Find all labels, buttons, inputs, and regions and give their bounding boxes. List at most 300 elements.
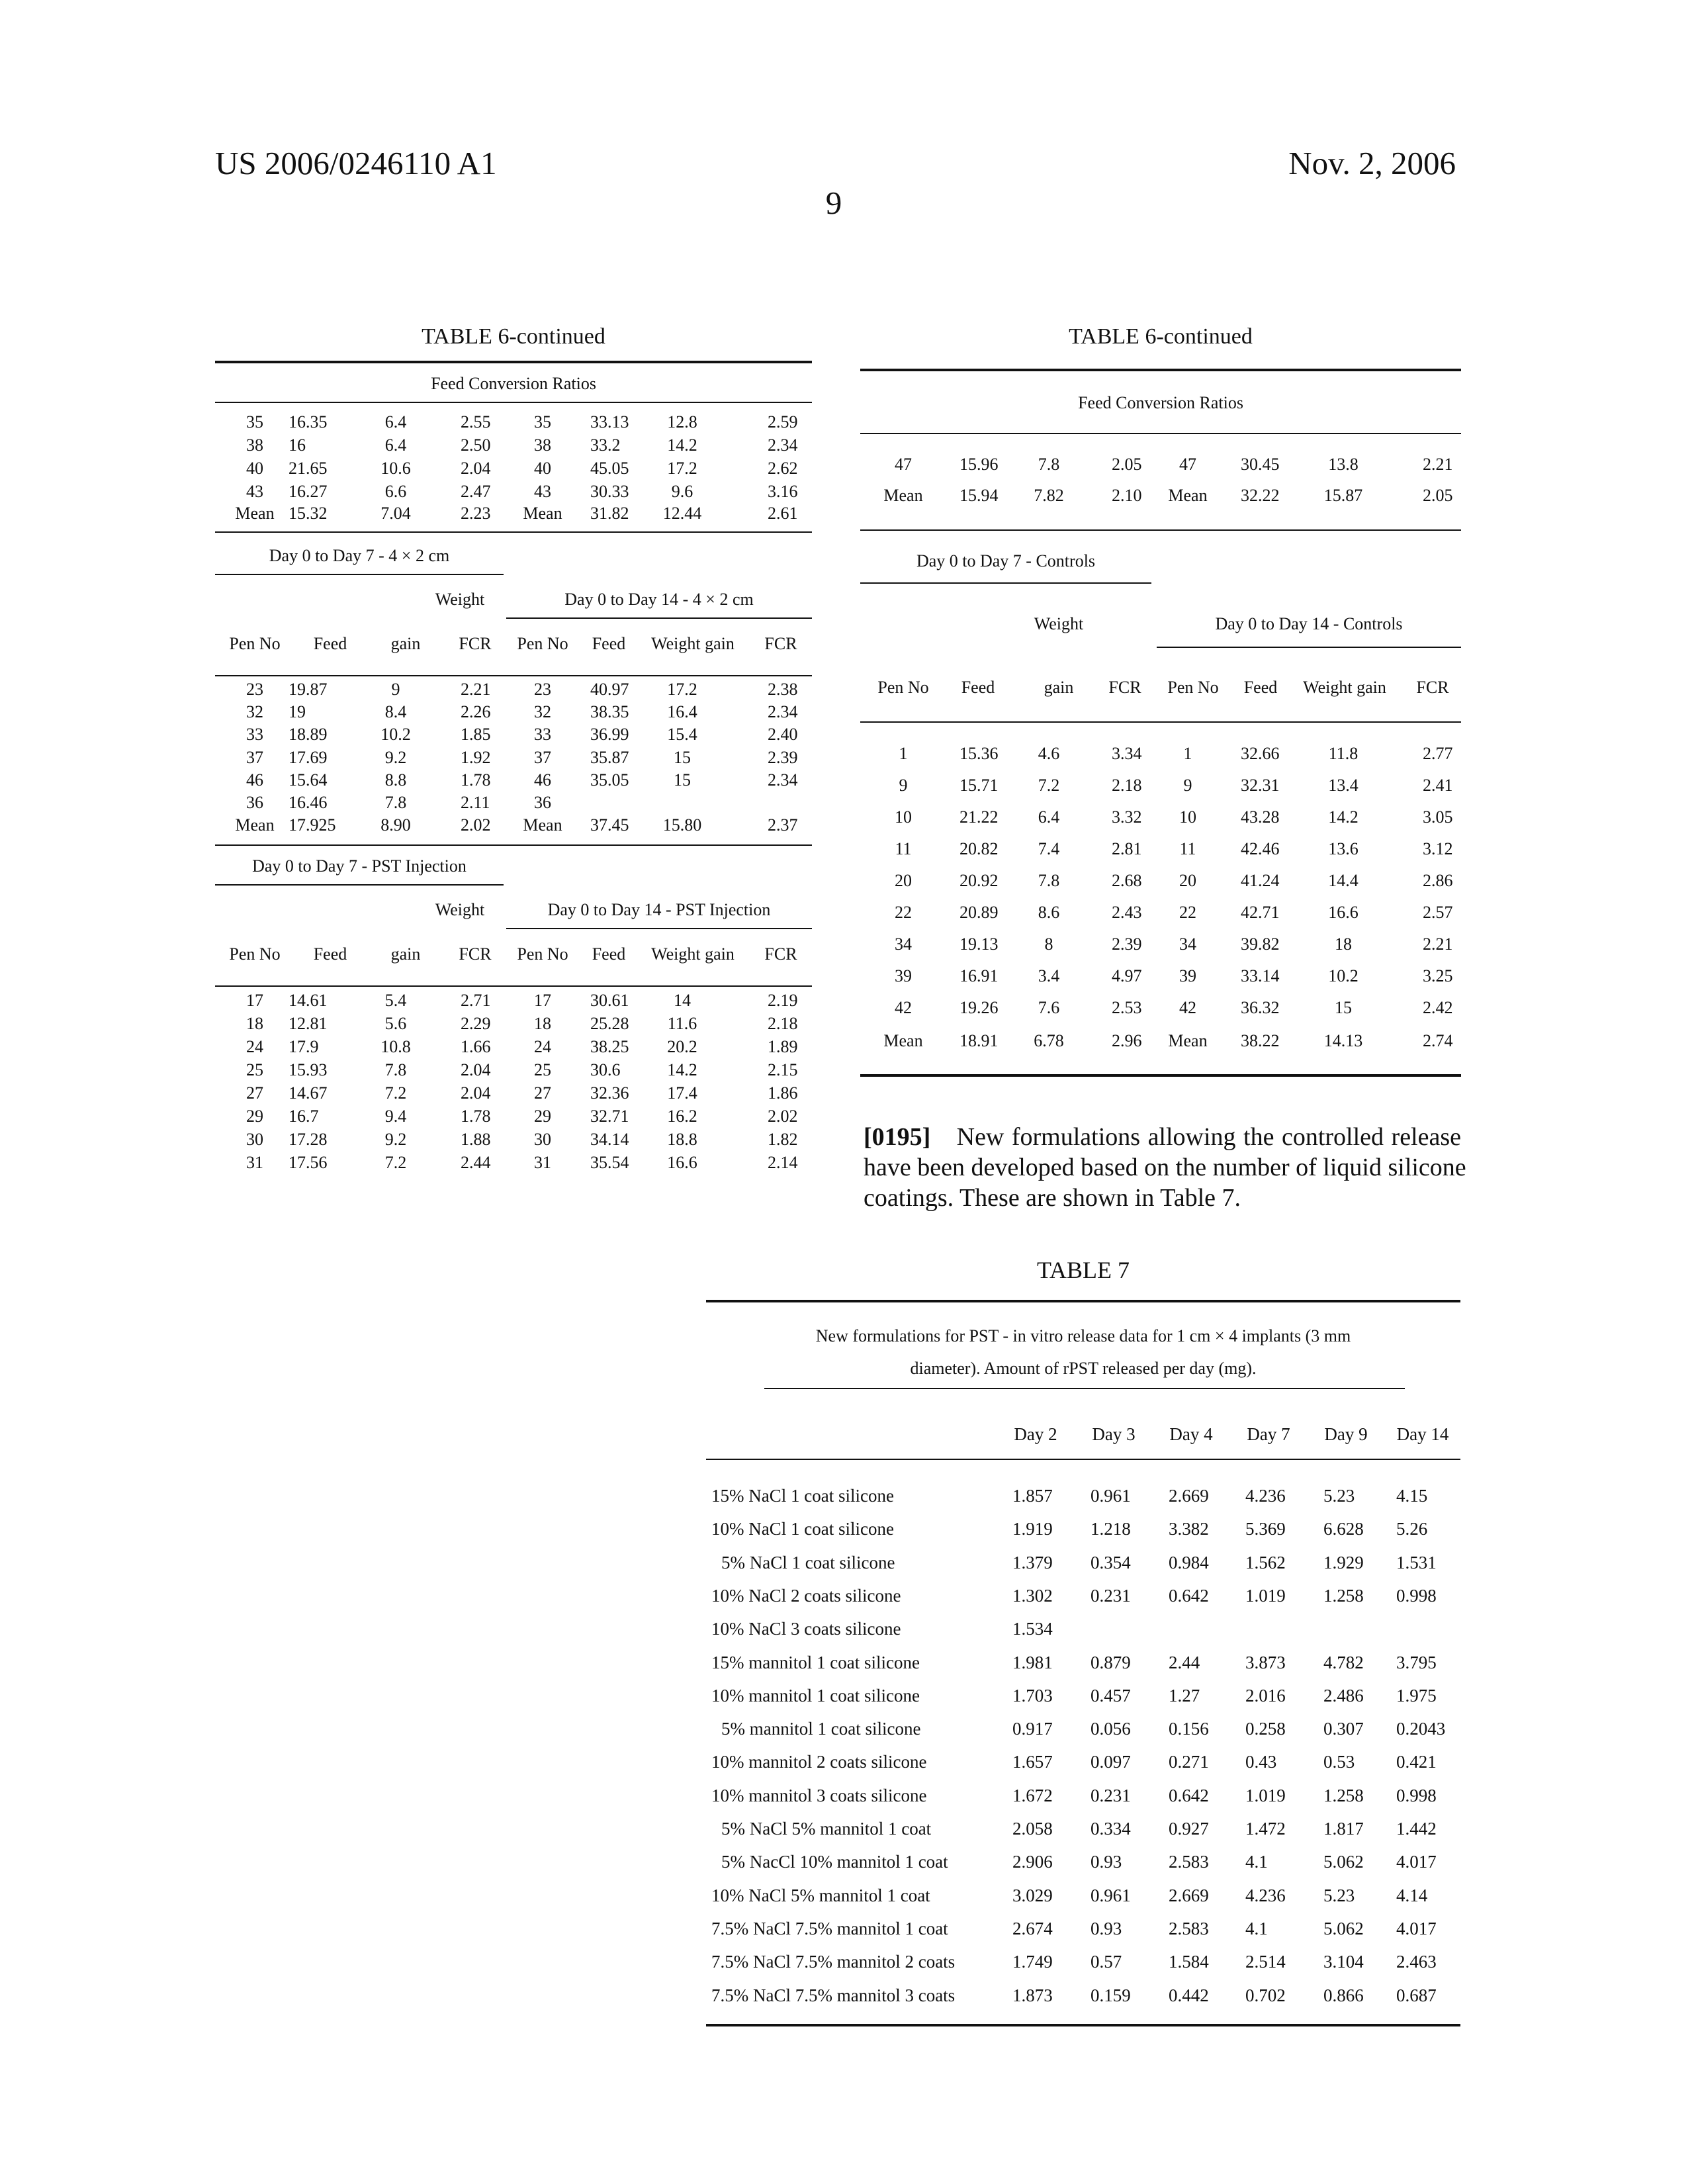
caption-rule	[764, 1388, 1405, 1389]
header-rule	[215, 675, 812, 676]
table-cell: 2.40	[768, 725, 798, 745]
table-cell: 15.96	[959, 455, 999, 475]
table-cell: 1.78	[461, 1107, 491, 1126]
table-cell: 21.22	[959, 807, 999, 827]
section-label-rule	[215, 574, 504, 575]
table-cell: 0.57	[1091, 1952, 1122, 1972]
table-cell: 2.04	[461, 1083, 491, 1103]
section-label-day7: Day 0 to Day 7 - Controls	[860, 551, 1151, 571]
table-cell: 19.13	[959, 934, 999, 954]
paragraph-line	[864, 1122, 1461, 1152]
section-label-day14: Day 0 to Day 14 - Controls	[1157, 614, 1461, 634]
table-cell: 35.87	[590, 748, 629, 768]
caption-rule	[860, 433, 1461, 434]
table-top-rule	[860, 369, 1461, 371]
table-cell: 2.55	[461, 412, 491, 432]
table-cell: 2.44	[461, 1153, 491, 1173]
table-cell: 1.534	[1012, 1619, 1053, 1639]
table-cell: 2.57	[1423, 903, 1453, 923]
table-cell: 5.6	[296, 1014, 495, 1034]
table-cell: 35.54	[590, 1153, 629, 1173]
table-caption: New formulations for PST - in vitro release data for 1 cm × 4 implants (3 mm	[706, 1326, 1460, 1346]
table-cell: 1.817	[1323, 1819, 1364, 1839]
table-cell: 1.89	[768, 1037, 798, 1057]
table-cell: 5.23	[1323, 1886, 1355, 1906]
table-caption: Feed Conversion Ratios	[860, 393, 1461, 413]
table-cell: 0.442	[1169, 1985, 1209, 2006]
table-cell: 2.38	[768, 680, 798, 700]
table-cell: 14.2	[583, 1060, 781, 1080]
section-rule	[860, 529, 1461, 531]
row-label: 7.5% NaCl 7.5% mannitol 1 coat	[711, 1919, 948, 1939]
column-header: gain	[306, 634, 505, 654]
table-cell: 1.703	[1012, 1686, 1053, 1706]
table-cell: 1.88	[461, 1130, 491, 1150]
table-title: TABLE 7	[706, 1256, 1460, 1284]
table-cell: 4.15	[1396, 1486, 1427, 1506]
section-label-rule	[506, 928, 812, 929]
table-cell: 2.42	[1423, 998, 1453, 1018]
table-cell: 20.82	[959, 839, 999, 859]
table-cell: 24	[156, 1037, 354, 1057]
table-cell: 2.81	[1112, 839, 1142, 859]
table-cell: 46	[156, 770, 354, 790]
table-cell: 2.05	[1423, 486, 1453, 506]
header-rule	[215, 985, 812, 987]
table-cell: 18	[156, 1014, 354, 1034]
table-cell: 17.56	[289, 1153, 328, 1173]
table-cell: 31	[156, 1153, 354, 1173]
table-cell: 9.2	[296, 748, 495, 768]
table-cell: 9	[1089, 776, 1287, 796]
table-cell: 12.8	[583, 412, 781, 432]
table-cell: 38.35	[590, 702, 629, 722]
table-cell: 15.36	[959, 744, 999, 764]
table-cell: 2.19	[768, 991, 798, 1011]
table-cell: 6.6	[296, 482, 495, 502]
table-cell: 0.984	[1169, 1553, 1209, 1573]
table-cell: 0.702	[1245, 1985, 1286, 2006]
table-cell: 1.749	[1012, 1952, 1053, 1972]
table-cell: 2.669	[1169, 1886, 1209, 1906]
table-cell: 3.05	[1423, 807, 1453, 827]
table-cell: 0.927	[1169, 1819, 1209, 1839]
table-cell: 36	[156, 793, 354, 813]
table-cell: 17.2	[583, 680, 781, 700]
table-cell: 2.39	[1112, 934, 1142, 954]
table-cell: 22	[1089, 903, 1287, 923]
row-label: 5% NaCl 5% mannitol 1 coat	[721, 1819, 931, 1839]
table-cell: 18.8	[583, 1130, 781, 1150]
row-label: 10% NaCl 3 coats silicone	[711, 1619, 901, 1639]
table-cell: 7.8	[296, 793, 495, 813]
weight-label: Weight	[993, 614, 1125, 634]
paragraph-text: coatings. These are shown in Table 7.	[864, 1183, 1461, 1213]
table-cell: 2.53	[1112, 998, 1142, 1018]
table-cell: 0.097	[1091, 1752, 1131, 1772]
header-rule	[860, 721, 1461, 723]
table-cell: 1.873	[1012, 1985, 1053, 2006]
column-header: Day 14	[1323, 1424, 1522, 1445]
table-cell: 3.873	[1245, 1653, 1286, 1673]
table-cell: 2.11	[461, 793, 490, 813]
table-cell: 41.24	[1241, 871, 1280, 891]
table-cell: 2.04	[461, 1060, 491, 1080]
table-cell: 42.46	[1241, 839, 1280, 859]
section-label-day14: Day 0 to Day 14 - 4 × 2 cm	[506, 590, 812, 610]
table-cell: 16.91	[959, 966, 999, 986]
table-cell: 0.998	[1396, 1586, 1437, 1606]
table-cell: 0.156	[1169, 1719, 1209, 1739]
table-cell: 40	[443, 459, 642, 478]
table-cell: 15.4	[583, 725, 781, 745]
table-cell: 10.2	[1244, 966, 1443, 986]
table-cell: 25.28	[590, 1014, 629, 1034]
table-cell: 2.74	[1423, 1031, 1453, 1051]
caption-rule	[215, 402, 812, 403]
column-header: Weight gain	[594, 944, 792, 964]
table-cell: 9.2	[296, 1130, 495, 1150]
table-cell: 31.82	[590, 504, 629, 523]
table-cell: 16.6	[1244, 903, 1443, 923]
table-cell: Mean	[156, 504, 354, 523]
table-cell: 14.61	[289, 991, 328, 1011]
table-cell: 0.258	[1245, 1719, 1286, 1739]
table-cell: 1	[1089, 744, 1287, 764]
table-cell: 0.457	[1091, 1686, 1131, 1706]
table-cell: 0.642	[1169, 1586, 1209, 1606]
table-cell: 4.97	[1112, 966, 1142, 986]
column-header: gain	[959, 678, 1158, 698]
row-label: 5% mannitol 1 coat silicone	[721, 1719, 920, 1739]
table-cell: Mean	[804, 1031, 1003, 1051]
table-cell: 12.81	[289, 1014, 328, 1034]
section-label-rule	[215, 884, 504, 886]
table-cell: 36	[443, 793, 642, 813]
table-cell: 2.43	[1112, 903, 1142, 923]
table-bottom-rule	[860, 1074, 1461, 1077]
table-cell: Mean	[1089, 486, 1287, 506]
table-cell: 15	[583, 770, 781, 790]
table-cell: 8.90	[296, 815, 495, 835]
table-cell: 43.28	[1241, 807, 1280, 827]
table-cell: 20.2	[583, 1037, 781, 1057]
table-cell: 2.02	[768, 1107, 798, 1126]
table-cell: 2.37	[768, 815, 798, 835]
table-cell: 43	[156, 482, 354, 502]
table-cell: 0.334	[1091, 1819, 1131, 1839]
table-cell: 0.93	[1091, 1852, 1122, 1872]
table-cell: 37.45	[590, 815, 629, 835]
column-header: Pen No	[443, 944, 642, 964]
table-cell: 14	[583, 991, 781, 1011]
table-cell: 21.65	[289, 459, 328, 478]
table-cell: 13.6	[1244, 839, 1443, 859]
table-cell: 39	[804, 966, 1003, 986]
table-cell: 14.2	[1244, 807, 1443, 827]
table-cell: 2.10	[1112, 486, 1142, 506]
table-cell: 1.302	[1012, 1586, 1053, 1606]
table-cell: 2.669	[1169, 1486, 1209, 1506]
table-cell: 16	[289, 435, 306, 455]
row-label: 10% mannitol 2 coats silicone	[711, 1752, 926, 1772]
section-label-rule	[860, 582, 1151, 584]
table-cell: 4.6	[950, 744, 1148, 764]
table-caption: diameter). Amount of rPST released per day (mg).	[706, 1359, 1460, 1379]
table-cell: 2.44	[1169, 1653, 1200, 1673]
weight-label: Weight	[407, 590, 513, 610]
column-header: gain	[306, 944, 505, 964]
patent-number: US 2006/0246110 A1	[215, 144, 497, 182]
table-cell: 16.4	[583, 702, 781, 722]
table-cell: 20	[1089, 871, 1287, 891]
table-cell: 18.91	[959, 1031, 999, 1051]
paragraph-number: [0195]	[864, 1122, 930, 1152]
table-cell: 6.4	[296, 412, 495, 432]
table-cell: 7.2	[296, 1153, 495, 1173]
table-cell: 4.14	[1396, 1886, 1427, 1906]
table-top-rule	[706, 1300, 1460, 1302]
table-cell: 7.2	[950, 776, 1148, 796]
table-cell: 43	[443, 482, 642, 502]
table-cell: 2.674	[1012, 1919, 1053, 1939]
column-header: FCR	[1026, 678, 1224, 698]
table-cell: 23	[156, 680, 354, 700]
table-cell: 2.29	[461, 1014, 491, 1034]
table-cell: 3.382	[1169, 1519, 1209, 1539]
table-bottom-rule	[706, 2024, 1460, 2026]
table-cell: 2.04	[461, 459, 491, 478]
table-cell: 2.50	[461, 435, 491, 455]
row-label: 10% NaCl 5% mannitol 1 coat	[711, 1886, 930, 1906]
table-cell: 7.4	[950, 839, 1148, 859]
table-cell: 2.68	[1112, 871, 1142, 891]
table-cell: 40	[156, 459, 354, 478]
table-cell: 38.22	[1241, 1031, 1280, 1051]
table-cell: 0.961	[1091, 1486, 1131, 1506]
column-header: Feed	[1161, 678, 1360, 698]
table-cell: 17	[443, 991, 642, 1011]
table-cell: 2.058	[1012, 1819, 1053, 1839]
table-cell: 7.6	[950, 998, 1148, 1018]
column-header: Pen No	[804, 678, 1003, 698]
section-label-day7: Day 0 to Day 7 - 4 × 2 cm	[215, 546, 504, 566]
table-cell: 39	[1089, 966, 1287, 986]
table-cell: 0.53	[1323, 1752, 1355, 1772]
table-cell: 8.4	[296, 702, 495, 722]
table-cell: 1.672	[1012, 1786, 1053, 1806]
table-cell: 39.82	[1241, 934, 1280, 954]
table-cell: 17.28	[289, 1130, 328, 1150]
table-cell: 1.66	[461, 1037, 491, 1057]
table-cell: 1.92	[461, 748, 491, 768]
table-cell: 37	[156, 748, 354, 768]
table-cell: 3.34	[1112, 744, 1142, 764]
table-cell: 23	[443, 680, 642, 700]
table-cell: 2.02	[461, 815, 491, 835]
table-cell: 0.056	[1091, 1719, 1131, 1739]
table-cell: 1.27	[1169, 1686, 1200, 1706]
table-cell: 30	[156, 1130, 354, 1150]
table-cell: 34	[1089, 934, 1287, 954]
table-cell: 15.64	[289, 770, 328, 790]
table-cell: 20	[804, 871, 1003, 891]
table-cell: 2.96	[1112, 1031, 1142, 1051]
table-cell: 3.25	[1423, 966, 1453, 986]
publication-date: Nov. 2, 2006	[1288, 144, 1456, 182]
table-cell: 19.87	[289, 680, 328, 700]
table-cell: 2.15	[768, 1060, 798, 1080]
table-cell: 46	[443, 770, 642, 790]
table-cell: 4.236	[1245, 1486, 1286, 1506]
table-cell: 5.369	[1245, 1519, 1286, 1539]
table-cell: 38.25	[590, 1037, 629, 1057]
table-cell: 17.69	[289, 748, 328, 768]
table-cell: 4.017	[1396, 1852, 1437, 1872]
table-cell: 0.93	[1091, 1919, 1122, 1939]
table-cell: 15	[583, 748, 781, 768]
table-cell: 8.8	[296, 770, 495, 790]
table-cell: 2.34	[768, 435, 798, 455]
table-cell: 2.583	[1169, 1852, 1209, 1872]
column-header: Feed	[510, 634, 708, 654]
table-cell: 33	[156, 725, 354, 745]
table-cell: 2.21	[461, 680, 491, 700]
table-cell: 19	[289, 702, 306, 722]
table-cell: 1.657	[1012, 1752, 1053, 1772]
table-cell: 42	[1089, 998, 1287, 1018]
table-cell: 2.463	[1396, 1952, 1437, 1972]
table-cell: 3.16	[768, 482, 798, 502]
table-cell: 13.8	[1244, 455, 1443, 475]
section-rule	[215, 844, 812, 846]
table-cell: Mean	[443, 815, 642, 835]
table-cell: 20.89	[959, 903, 999, 923]
table-cell: 7.04	[296, 504, 495, 523]
table-cell: 2.41	[1423, 776, 1453, 796]
table-cell: 0.687	[1396, 1985, 1437, 2006]
column-header: Day 7	[1169, 1424, 1368, 1445]
table-cell: 2.486	[1323, 1686, 1364, 1706]
table-cell: 19.26	[959, 998, 999, 1018]
table-cell: 1.919	[1012, 1519, 1053, 1539]
table-cell: 24	[443, 1037, 642, 1057]
table-cell: 2.47	[461, 482, 491, 502]
column-header: Day 4	[1092, 1424, 1290, 1445]
table-title: TABLE 6-continued	[215, 324, 812, 349]
column-header: Pen No	[156, 634, 354, 654]
table-cell: 20.92	[959, 871, 999, 891]
table-cell: 1.442	[1396, 1819, 1437, 1839]
table-caption: Feed Conversion Ratios	[215, 374, 812, 394]
table-cell: 0.354	[1091, 1553, 1131, 1573]
table-cell: 10	[1089, 807, 1287, 827]
table-cell: 27	[156, 1083, 354, 1103]
table-cell: 0.271	[1169, 1752, 1209, 1772]
table-title: TABLE 6-continued	[860, 324, 1461, 349]
table-cell: Mean	[1089, 1031, 1287, 1051]
table-cell: 14.67	[289, 1083, 328, 1103]
table-cell: 1.85	[461, 725, 491, 745]
table-top-rule	[215, 361, 812, 363]
table-cell: 30.33	[590, 482, 629, 502]
table-cell: 18	[1244, 934, 1443, 954]
table-cell: 14.4	[1244, 871, 1443, 891]
table-cell: 37	[443, 748, 642, 768]
table-cell: 0.917	[1012, 1719, 1053, 1739]
table-cell: 17.925	[289, 815, 336, 835]
table-cell: 15.87	[1244, 486, 1443, 506]
page-number: 9	[0, 184, 1668, 222]
table-cell: 11.6	[583, 1014, 781, 1034]
table-cell: 6.4	[950, 807, 1148, 827]
column-header: Pen No	[1094, 678, 1292, 698]
table-cell: 33	[443, 725, 642, 745]
table-cell: 25	[156, 1060, 354, 1080]
table-cell: 2.18	[1112, 776, 1142, 796]
table-cell: 11	[804, 839, 1003, 859]
column-header: Feed	[879, 678, 1077, 698]
paragraph-text: New formulations allowing the controlled release	[957, 1122, 1461, 1152]
table-cell: 2.77	[1423, 744, 1453, 764]
table-cell: 17.9	[289, 1037, 319, 1057]
table-cell: 35.05	[590, 770, 629, 790]
table-cell: 2.21	[1423, 455, 1453, 475]
table-cell: 5.23	[1323, 1486, 1355, 1506]
table-cell: 15.94	[959, 486, 999, 506]
table-cell: 5.26	[1396, 1519, 1427, 1539]
section-label-rule	[506, 617, 812, 619]
table-cell: 7.8	[950, 455, 1148, 475]
table-cell: 38	[156, 435, 354, 455]
table-cell: 2.583	[1169, 1919, 1209, 1939]
table-cell: 16.27	[289, 482, 328, 502]
table-cell: 2.71	[461, 991, 491, 1011]
table-cell: 38	[443, 435, 642, 455]
column-header: FCR	[376, 634, 574, 654]
table-cell: 10	[804, 807, 1003, 827]
table-cell: 2.86	[1423, 871, 1453, 891]
table-cell: 8.6	[950, 903, 1148, 923]
table-cell: 42.71	[1241, 903, 1280, 923]
table-cell: 0.231	[1091, 1586, 1131, 1606]
row-label: 10% mannitol 3 coats silicone	[711, 1786, 926, 1806]
table-cell: 17.4	[583, 1083, 781, 1103]
table-cell: 1.981	[1012, 1653, 1053, 1673]
table-cell: 14.2	[583, 435, 781, 455]
table-cell: 2.05	[1112, 455, 1142, 475]
table-cell: 32.22	[1241, 486, 1280, 506]
table-cell: 9.4	[296, 1107, 495, 1126]
table-cell: 15.32	[289, 504, 328, 523]
section-label-rule	[1157, 647, 1461, 648]
table-cell: 10.8	[296, 1037, 495, 1057]
table-cell: 3.795	[1396, 1653, 1437, 1673]
table-cell: 2.26	[461, 702, 491, 722]
table-cell: 36.32	[1241, 998, 1280, 1018]
table-cell: 1.86	[768, 1083, 798, 1103]
table-cell: 2.62	[768, 459, 798, 478]
table-cell: 1.857	[1012, 1486, 1053, 1506]
column-header: FCR	[376, 944, 574, 964]
table-cell: 35	[443, 412, 642, 432]
table-cell: Mean	[156, 815, 354, 835]
table-cell: 2.514	[1245, 1952, 1286, 1972]
table-cell: 1.975	[1396, 1686, 1437, 1706]
column-header: Weight gain	[1245, 678, 1444, 698]
table-cell: 15.71	[959, 776, 999, 796]
table-cell: 17	[156, 991, 354, 1011]
